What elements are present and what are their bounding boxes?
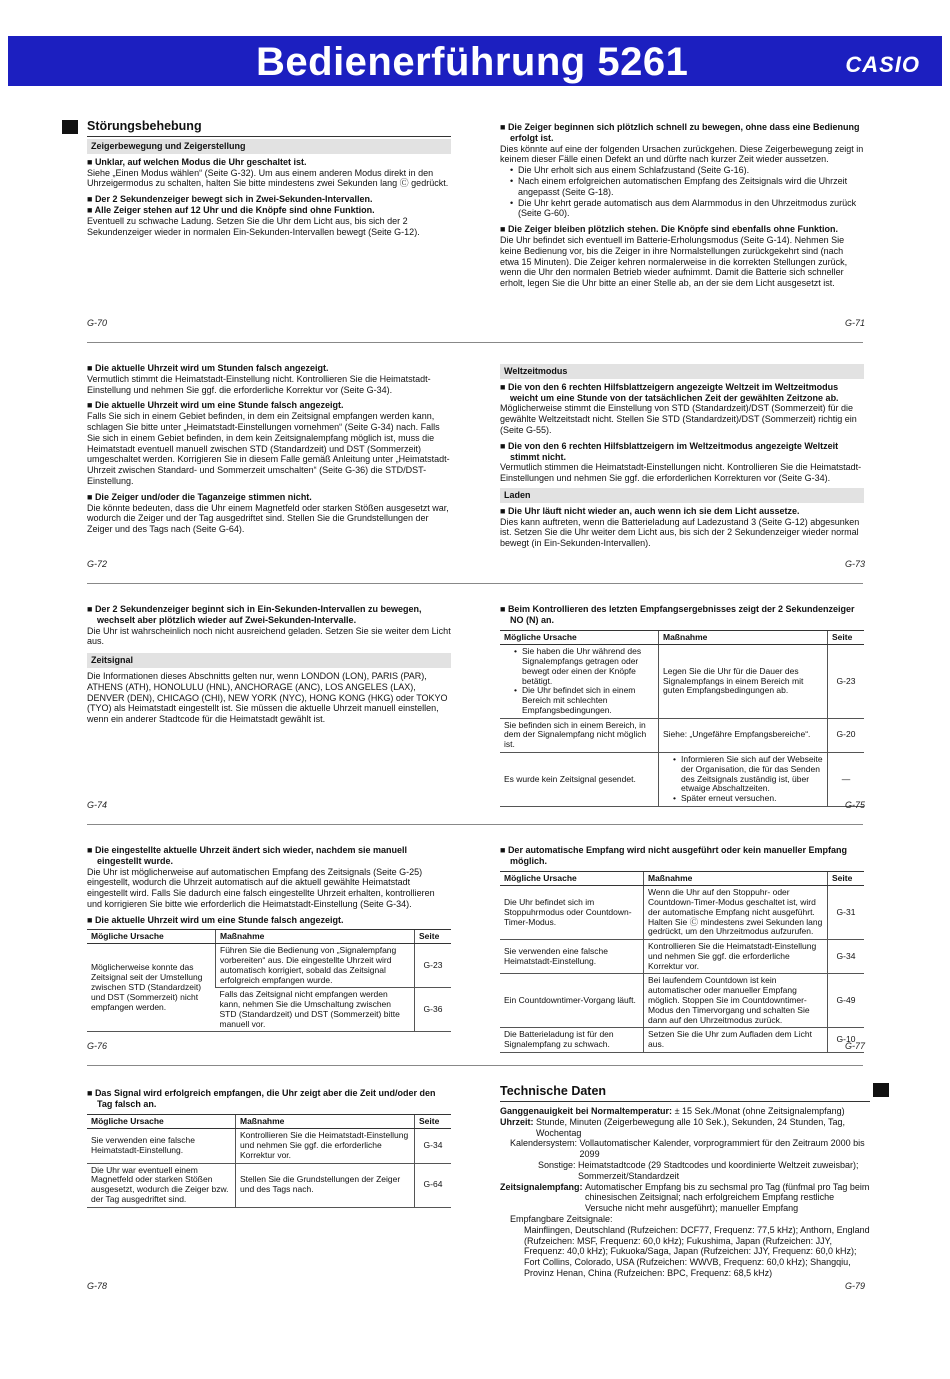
table-cell: G-64 [415, 1163, 452, 1207]
table-cell: G-23 [828, 645, 865, 718]
table-row [500, 886, 864, 940]
table-cell: G-36 [415, 988, 452, 1032]
spec-value: Vollautomatischer Kalender, vorprogrammiert für den Zeitraum 2000 bis 2099 [579, 1138, 865, 1160]
panel-g74 [87, 601, 451, 725]
answer: Dies kann auftreten, wenn die Batterieladung auf Ladezustand 3 (Seite G-12) abgesunken ist. Setzen Sie die Uhr weiter dem Licht aus, bis sich der 2 Sekundenzeiger wieder normal bewegt (in Ein-Sekunden-Intervallen). [500, 516, 860, 549]
table-cell: Möglicherweise konnte das Zeitsignal seit der Umstellung zwischen STD (Standardzeit) und DST (Sommerzeit) nicht empfangen werden. [87, 944, 216, 1032]
column-header: Mögliche Ursache [87, 929, 216, 944]
table-cell: Sie verwenden eine falsche Heimatstadt-Einstellung. [87, 1129, 236, 1163]
question: ■ Die aktuelle Uhrzeit wird um eine Stunde falsch angezeigt. [87, 915, 451, 926]
answer: Die Uhr ist wahrscheinlich noch nicht ausreichend geladen. Setzen Sie sie weiter dem Licht aus. [87, 625, 451, 647]
panel-g71 [500, 119, 864, 289]
page-number: G-78 [87, 1281, 108, 1291]
answer: Dies könnte auf eine der folgenden Ursachen zurückgehen. Diese Zeigerbewegung zeigt in keinem dieser Fälle einen Defekt an und dürfte nach kurzer Zeit wieder aussetzen. [500, 143, 864, 165]
column-header: Mögliche Ursache [500, 871, 644, 886]
panel-g73 [500, 362, 864, 549]
spec-label: Kalendersystem: [510, 1138, 578, 1149]
section-marker [873, 1083, 889, 1097]
question: ■ Alle Zeiger stehen auf 12 Uhr und die Knöpfe sind ohne Funktion. [87, 205, 451, 216]
table-row [87, 1129, 451, 1163]
question: ■ Die aktuelle Uhrzeit wird um Stunden falsch angezeigt. [87, 363, 451, 374]
table-row [500, 974, 864, 1028]
list-item: • Die Uhr erholt sich aus einem Schlafzustand (Seite G-16). [510, 165, 864, 176]
subsection-bar: Zeigerbewegung und Zeigerstellung [87, 139, 451, 154]
cause-table [87, 929, 451, 1033]
table-header [500, 630, 864, 645]
answer: Eventuell zu schwache Ladung. Setzen Sie die Uhr dem Licht aus, bis sich der 2 Sekundenzeiger wieder in normalen Ein-Sekunden-Intervallen bewegt (Seite G-12). [87, 215, 420, 237]
list-item: • Sie haben die Uhr während des Signalempfangs getragen oder bewegt oder einen der Knöpfe betätigt. [514, 647, 654, 686]
table-cell: G-10 [828, 1028, 865, 1053]
column-header: Seite [828, 630, 865, 645]
table-cell: Stellen Sie die Grundstellungen der Zeiger und des Tags nach. [236, 1163, 415, 1207]
subsection-bar: Weltzeitmodus [500, 364, 864, 379]
page-number: G-71 [845, 318, 866, 328]
cause-table [500, 630, 864, 807]
panel-g78 [87, 1085, 451, 1208]
panel-g77 [500, 842, 864, 1053]
answer: Möglicherweise stimmt die Einstellung von STD (Standardzeit)/DST (Sommerzeit) für die gewählte Weltzeitstadt nicht. Stellen Sie STD (Standardzeit)/DST (Sommerzeit) richtig ein (Seite G-55). [500, 403, 857, 435]
question: ■ Die von den 6 rechten Hilfsblattzeigern angezeigte Weltzeit im Weltzeitmodus weicht um eine Stunde von der tatsächlichen Zeit der gewählten Zeitzone ab. [500, 382, 864, 404]
answer: Falls Sie sich in einem Gebiet befinden, in dem ein Zeitsignal empfangen werden kann, schlagen Sie bitte unter „Heimatstadt-Einstellungen vornehmen“ (Seite G-34) nach. Falls Sie sich in einem Gebiet befinden, in dem kein Zeitsignalempfang möglich ist, muss die Heimatstadt eventuell manuell zwischen STD (Standardzeit) und DST (Sommerzeit) umgeschaltet werden. Korrigieren Sie in diesem Falle gemäß Anleitung unter „Heimatstadt-Uhrzeit zwischen Standard- und Sommerzeit umschalten“ (Seite G-36) die STD/DST-Einstellung. [87, 411, 450, 486]
column-header: Maßnahme [659, 630, 828, 645]
list-item: • Später erneut versuchen. [673, 794, 823, 804]
spec-label: Uhrzeit: [500, 1116, 534, 1127]
page-number: G-79 [845, 1281, 866, 1291]
table-cell: Kontrollieren Sie die Heimatstadt-Einstellung und nehmen Sie ggf. die erforderliche Korrektur vor. [236, 1129, 415, 1163]
divider [87, 1065, 863, 1066]
question: ■ Beim Kontrollieren des letzten Empfangsergebnisses zeigt der 2 Sekundenzeiger NO (N) an. [500, 604, 864, 626]
list-item: • Informieren Sie sich auf der Webseite der Organisation, die für das Senden des Zeitsignals zuständig ist, über etwaige Abschaltzeiten. [673, 755, 823, 794]
table-cell: Die Uhr war eventuell einem Magnetfeld oder starken Stößen ausgesetzt, wodurch die Zeiger bzw. der Tag ausgedriftet sind. [87, 1163, 236, 1207]
panel-g75 [500, 601, 864, 807]
divider [87, 342, 863, 343]
answer: Die Uhr befindet sich eventuell im Batterie-Erholungsmodus (Seite G-14). Nehmen Sie keine Bedienung vor, bis die Zeiger in ihre Normalstellungen zurückgekehrt sind (nach etwa 15 Minuten). Die Zeiger kehren normalerweise in die korrekten Stellungen zurück, wenn die Uhr den normalen Betrieb wieder aufnimmt. Damit die Batterie sich schneller erholt, legen Sie die Uhr bitte an einer Stelle ab, an der sie dem Licht ausgesetzt ist. [500, 234, 848, 289]
table-cell: Die Batterieladung ist für den Signalempfang zu schwach. [500, 1028, 644, 1053]
column-header: Maßnahme [644, 871, 828, 886]
table-row [500, 940, 864, 974]
column-header: Mögliche Ursache [500, 630, 659, 645]
title-banner [8, 36, 942, 86]
page-number: G-77 [845, 1041, 866, 1051]
panel-g79 [500, 1084, 870, 1279]
table-header [500, 871, 864, 886]
table-cell: Legen Sie die Uhr für die Dauer des Signalempfangs in einem Bereich mit guten Empfangsbedingungen ab. [659, 645, 828, 718]
table-cell: Siehe: „Ungefähre Empfangsbereiche“. [659, 718, 828, 752]
table-cell: G-34 [828, 940, 865, 974]
table-cell: Die Uhr befindet sich im Stoppuhrmodus oder Countdown-Timer-Modus. [500, 886, 644, 940]
table-cell: Sie verwenden eine falsche Heimatstadt-Einstellung. [500, 940, 644, 974]
question: ■ Das Signal wird erfolgreich empfangen, die Uhr zeigt aber die Zeit und/oder den Tag falsch an. [87, 1088, 451, 1110]
spec-value: Mainflingen, Deutschland (Rufzeichen: DCF77, Frequenz: 77,5 kHz); Anthorn, England (Rufzeichen: MSF, Frequenz: 60,0 kHz); Fukushima, Japan (Rufzeichen: JJY, Frequenz: 40,0 kHz); Fukuoka/Saga, Japan (Rufzeichen: JJY, Frequenz: 60,0 kHz); Fort Collins, Colorado, USA (Rufzeichen: WWVB, Frequenz: 60,0 kHz); Shangqiu, Provinz Henan, China (Rufzeichen: BPC, Frequenz: 68,5 kHz) [524, 1224, 870, 1278]
table-row [87, 944, 451, 988]
list-item: • Nach einem erfolgreichen automatischen Empfang des Zeitsignals wird die Uhrzeit angepasst (Seite G-18). [510, 176, 864, 198]
table-cell: — [828, 753, 865, 807]
question: ■ Unklar, auf welchen Modus die Uhr geschaltet ist. [87, 157, 451, 168]
table-cell: G-20 [828, 718, 865, 752]
answer: Siehe „Einen Modus wählen“ (Seite G-32). Um aus einem anderen Modus direkt in den Uhrzeigermodus zu schalten, halten Sie bitte mindestens zwei Sekunden lang Ⓒ gedrückt. [87, 167, 449, 189]
question: ■ Der automatische Empfang wird nicht ausgeführt oder kein manueller Empfang möglich. [500, 845, 864, 867]
cause-table [500, 871, 864, 1053]
page-number: G-73 [845, 559, 866, 569]
table-row [87, 1163, 451, 1207]
table-cell: Führen Sie die Bedienung von „Signalempfang vorbereiten“ aus. Die eingestellte Uhrzeit wird automatisch korrigiert, sobald das Zeitsignal erfolgreich empfangen wurde. [216, 944, 415, 988]
question: ■ Die Zeiger beginnen sich plötzlich schnell zu bewegen, ohne dass eine Bedienung erfolgt ist. [500, 122, 864, 144]
table-cell: Ein Countdowntimer-Vorgang läuft. [500, 974, 644, 1028]
table-cell: G-31 [828, 886, 865, 940]
table-cell: G-34 [415, 1129, 452, 1163]
page-number: G-76 [87, 1041, 108, 1051]
table-header [87, 929, 451, 944]
page-number: G-70 [87, 318, 108, 328]
panel-g76 [87, 842, 451, 1032]
table-cell: Sie befinden sich in einem Bereich, in dem der Signalempfang nicht möglich ist. [500, 718, 659, 752]
page-number: G-75 [845, 800, 866, 810]
spec-label: Ganggenauigkeit bei Normaltemperatur: [500, 1106, 673, 1116]
brand-logo: CASIO [845, 52, 920, 77]
subsection-bar: Zeitsignal [87, 653, 451, 668]
column-header: Seite [415, 929, 452, 944]
question: ■ Der 2 Sekundenzeiger beginnt sich in Ein-Sekunden-Intervallen zu bewegen, wechselt aber plötzlich wieder auf Zwei-Sekunden-Intervalle. [87, 604, 451, 626]
section-marker [62, 120, 78, 134]
table-cell: Es wurde kein Zeitsignal gesendet. [500, 753, 659, 807]
answer: Die Uhr ist möglicherweise auf automatischen Empfang des Zeitsignals (Seite G-25) eingestellt, wodurch die Uhrzeit automatisch auf die aktuell gewählte Heimatstadt eingestellt wird. Falls Sie dadurch eine falsch eingestellte Uhrzeit erhalten, kontrollieren und korrigieren Sie bitte wie erforderlich die Heimatstadt-Einstellung (Seite G-34). [87, 866, 435, 909]
cause-table [87, 1114, 451, 1208]
question: ■ Die aktuelle Uhrzeit wird um eine Stunde falsch angezeigt. [87, 400, 451, 411]
question: ■ Die Uhr läuft nicht wieder an, auch wenn ich sie dem Licht aussetze. [500, 506, 864, 517]
column-header: Mögliche Ursache [87, 1114, 236, 1129]
spec-value: Heimatstadtcode (29 Stadtcodes und koordinierte Weltzeit zuweisbar); Sommerzeit/Standardzeit [578, 1159, 859, 1181]
table-header [87, 1114, 451, 1129]
divider [87, 824, 863, 825]
table-cell: Falls das Zeitsignal nicht empfangen werden kann, nehmen Sie die Umschaltung zwischen STD (Standardzeit) und DST (Sommerzeit) bitte manuell vor. [216, 988, 415, 1032]
spec-value: Automatischer Empfang bis zu sechsmal pro Tag (fünfmal pro Tag beim chinesischen Zeitsignal; nach erfolgreichem Empfang restliche Versuche nicht mehr ausgeführt); manueller Empfang [585, 1181, 870, 1214]
answer: Vermutlich stimmen die Heimatstadt-Einstellungen nicht. Kontrollieren Sie die Heimatstadt-Einstellungen und nehmen Sie ggf. die erforderlichen Korrekturen vor (Seite G-34). [500, 462, 862, 484]
table-row [500, 718, 864, 752]
column-header: Seite [415, 1114, 452, 1129]
list-item: • Die Uhr befindet sich in einem Bereich mit schlechten Empfangsbedingungen. [514, 686, 654, 715]
question: ■ Die von den 6 rechten Hilfsblattzeigern im Weltzeitmodus angezeigte Weltzeit stimmt nicht. [500, 441, 864, 463]
spec-value: Stunde, Minuten (Zeigerbewegung alle 10 Sek.), Sekunden, 24 Stunden, Tag, Wochentag [536, 1116, 846, 1138]
spec-label: Sonstige: [538, 1159, 576, 1170]
column-header: Maßnahme [236, 1114, 415, 1129]
panel-g72 [87, 360, 451, 535]
subsection-bar: Laden [500, 488, 864, 503]
list-item: • Die Uhr kehrt gerade automatisch aus dem Alarmmodus in den Uhrzeitmodus zurück (Seite G-60). [510, 198, 864, 220]
cause-list [500, 165, 864, 219]
table-row [500, 1028, 864, 1053]
table-cell: Wenn die Uhr auf den Stoppuhr- oder Countdown-Timer-Modus geschaltet ist, wird der automatische Empfang nicht ausgeführt. Halten Sie Ⓒ mindestens zwei Sekunden lang gedrückt, um den Uhrzeitmodus aufzurufen. [644, 886, 828, 940]
column-header: Maßnahme [216, 929, 415, 944]
page-number: G-74 [87, 800, 108, 810]
answer: Vermutlich stimmt die Heimatstadt-Einstellung nicht. Kontrollieren Sie die Heimatstadt-Einstellung und nehmen Sie ggf. die erforderliche Korrektur vor (Seite G-34). [87, 373, 431, 395]
table-cell: Kontrollieren Sie die Heimatstadt-Einstellung und nehmen Sie ggf. die erforderliche Korrektur vor. [644, 940, 828, 974]
column-header: Seite [828, 871, 865, 886]
question: ■ Die Zeiger bleiben plötzlich stehen. Die Knöpfe sind ebenfalls ohne Funktion. [500, 224, 864, 235]
section-heading: Störungsbehebung [87, 119, 202, 133]
table-cell: G-49 [828, 974, 865, 1028]
answer: Die Informationen dieses Abschnitts gelten nur, wenn LONDON (LON), PARIS (PAR), ATHENS (ATH), HONOLULU (HNL), ANCHORAGE (ANC), LOS ANGELES (LAX), DENVER (DEN), CHICAGO (CHI), NEW YORK (NYC), HONG KONG (HKG) oder TOKYO (TYO) als Heimatstadt eingestellt ist. Sie müssen die aktuelle Uhrzeit manuell einstellen, wenn ein anderer Stadtcode für die Heimatstadt gewählt ist. [87, 670, 448, 725]
spec-label: Empfangbare Zeitsignale: [510, 1213, 613, 1224]
table-cell: Setzen Sie die Uhr zum Aufladen dem Licht aus. [644, 1028, 828, 1053]
table-cell: Bei laufendem Countdown ist kein automatischer oder manueller Empfang möglich. Stoppen Sie im Countdowntimer-Modus den Timervorgang und schalten Sie dann auf den Uhrzeitmodus zurück. [644, 974, 828, 1028]
spec-value: ± 15 Sek./Monat (ohne Zeitsignalempfang) [674, 1106, 845, 1116]
panel-g70 [87, 119, 451, 237]
divider [87, 583, 863, 584]
spec-label: Zeitsignalempfang: [500, 1181, 583, 1192]
question: ■ Die Zeiger und/oder die Taganzeige stimmen nicht. [87, 492, 451, 503]
section-heading: Technische Daten [500, 1084, 607, 1098]
table-row [500, 753, 864, 807]
answer: Die könnte bedeuten, dass die Uhr einem Magnetfeld oder starken Stößen ausgesetzt war, wodurch die Zeiger und der Tag ausgedriftet sind. Stellen Sie die Grundstellungen der Zeiger und des Tags nach (Seite G-64). [87, 502, 449, 535]
table-cell: G-23 [415, 944, 452, 988]
table-row [500, 645, 864, 718]
page-number: G-72 [87, 559, 108, 569]
page-title: Bedienerführung 5261 [256, 40, 689, 84]
question: ■ Der 2 Sekundenzeiger bewegt sich in Zwei-Sekunden-Intervallen. [87, 194, 451, 205]
question: ■ Die eingestellte aktuelle Uhrzeit ändert sich wieder, nachdem sie manuell eingestellt wurde. [87, 845, 451, 867]
